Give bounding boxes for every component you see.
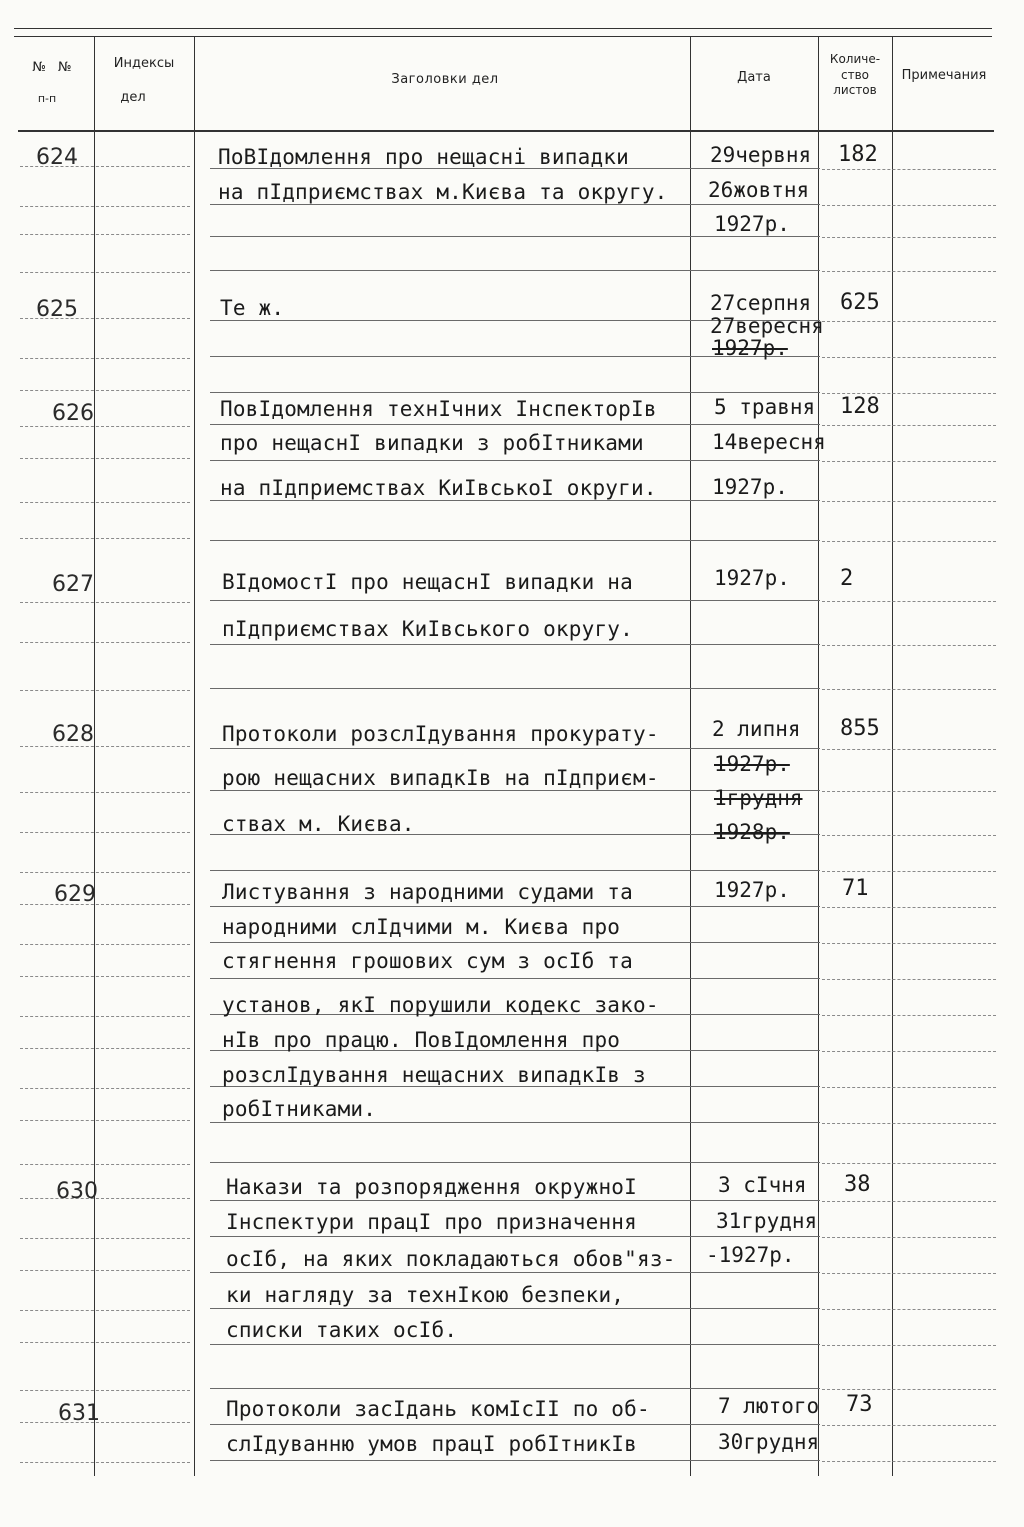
ruled-line — [822, 1163, 996, 1164]
record-date: 1927р. — [712, 336, 788, 360]
index-header: Индексы — [113, 56, 175, 71]
ruled-line — [210, 600, 820, 601]
ruled-line — [822, 907, 996, 908]
record-sheet-count: 128 — [840, 394, 880, 419]
ruled-line — [20, 1310, 190, 1311]
ruled-line — [822, 1087, 996, 1088]
ruled-line — [20, 390, 190, 391]
ruled-line — [20, 904, 190, 905]
ruled-line — [210, 1200, 820, 1201]
record-title-line: робІтниками. — [222, 1097, 377, 1121]
ruled-line — [20, 746, 190, 747]
ruled-line — [822, 1309, 996, 1310]
col-divider-notes — [892, 36, 893, 1476]
ruled-line — [822, 237, 996, 238]
ruled-line — [822, 169, 996, 170]
record-sheet-count: 73 — [846, 1392, 873, 1417]
col-divider-count — [818, 36, 819, 1476]
ruled-line — [822, 601, 996, 602]
ruled-line — [210, 1460, 820, 1461]
ruled-line — [822, 321, 996, 322]
ruled-line — [210, 644, 820, 645]
record-title-line: осІб, на яких покладаються обов"яз- — [226, 1247, 676, 1271]
ruled-line — [210, 942, 820, 943]
ruled-line — [210, 1388, 820, 1389]
record-sheet-count: 38 — [844, 1172, 871, 1197]
ruled-line — [20, 234, 190, 235]
record-title-line: Накази та розпорядження окружноІ — [226, 1175, 637, 1199]
ruled-line — [210, 1424, 820, 1425]
top-border — [14, 28, 992, 29]
record-number: 625 — [36, 297, 78, 322]
ruled-line — [210, 460, 820, 461]
ruled-line — [822, 1425, 996, 1426]
record-date: 27серпня — [710, 291, 812, 315]
ruled-line — [210, 1308, 820, 1309]
record-date: 31грудня — [716, 1209, 818, 1233]
record-date: 27вересня — [710, 314, 824, 338]
ruled-line — [20, 976, 190, 977]
ruled-line — [20, 272, 190, 273]
record-title-line: народними слІдчими м. Києва про — [222, 915, 621, 939]
record-sheet-count: 71 — [842, 876, 869, 901]
record-date: 14вересня — [712, 430, 826, 454]
ruled-line — [20, 642, 190, 643]
ruled-line — [822, 835, 996, 836]
ruled-line — [20, 1048, 190, 1049]
record-date: 1927р. — [714, 212, 790, 236]
ruled-line — [20, 792, 190, 793]
count-header-line-1: Количе- — [829, 52, 881, 66]
ruled-line — [822, 1051, 996, 1052]
ruled-line — [822, 357, 996, 358]
ruled-line — [822, 461, 996, 462]
number-header: № № — [32, 60, 76, 75]
ruled-line — [822, 1201, 996, 1202]
col-divider-title — [194, 36, 195, 1476]
ruled-line — [210, 870, 820, 871]
record-title-line: нІв про працю. ПовІдомлення про — [222, 1028, 621, 1052]
ruled-line — [20, 358, 190, 359]
record-title-line: Протоколи засІдань комІсІІ по об- — [226, 1397, 650, 1421]
record-number: 626 — [52, 401, 94, 426]
record-title-line: ВІдомостІ про нещаснІ випадки на — [222, 570, 633, 594]
ruled-line — [210, 204, 820, 205]
ruled-line — [210, 748, 820, 749]
ruled-line — [822, 943, 996, 944]
ruled-line — [20, 1016, 190, 1017]
record-title-line: пІдприємствах КиІвського округу. — [222, 617, 633, 641]
ruled-line — [822, 979, 996, 980]
ruled-line — [20, 1390, 190, 1391]
ruled-line — [20, 1422, 190, 1423]
ruled-line — [822, 1461, 996, 1462]
ruled-line — [20, 1462, 190, 1463]
ruled-line — [822, 541, 996, 542]
record-title-line: списки таких осІб. — [226, 1318, 458, 1342]
record-number: 630 — [56, 1179, 98, 1204]
ruled-line — [20, 206, 190, 207]
ruled-line — [822, 271, 996, 272]
ruled-line — [822, 749, 996, 750]
record-title-line: Те ж. — [220, 296, 285, 320]
ruled-line — [20, 1088, 190, 1089]
ruled-line — [822, 689, 996, 690]
record-date: 7 лютого — [718, 1394, 820, 1418]
ruled-line — [822, 205, 996, 206]
record-date: 29червня — [710, 143, 812, 167]
record-date: 2 липня — [712, 717, 801, 741]
ruled-line — [822, 871, 996, 872]
ruled-line — [20, 1120, 190, 1121]
count-header — [818, 52, 892, 99]
ruled-line — [210, 1162, 820, 1163]
ruled-line — [210, 688, 820, 689]
col-divider-date — [690, 36, 691, 1476]
count-header-line-3: листов — [833, 83, 877, 98]
header-bottom-border — [18, 130, 994, 132]
record-date: 1927р. — [714, 878, 790, 902]
record-title-line: стягнення грошових сум з осІб та — [222, 949, 633, 973]
ruled-line — [210, 1122, 820, 1123]
record-sheet-count: 625 — [840, 290, 880, 315]
ruled-line — [20, 1342, 190, 1343]
record-title-line: розслІдування нещасних випадкІв з — [222, 1063, 646, 1087]
ruled-line — [210, 1236, 820, 1237]
ruled-line — [20, 502, 190, 503]
ruled-line — [210, 270, 820, 271]
title-header: Заголовки дел — [391, 72, 499, 87]
ruled-line — [822, 425, 996, 426]
ruled-line — [822, 1389, 996, 1390]
top-border-inner — [14, 36, 992, 37]
record-date: 1грудня — [714, 786, 803, 810]
record-title-line: ствах м. Києва. — [222, 812, 415, 836]
ruled-line — [20, 872, 190, 873]
ruled-line — [210, 500, 820, 501]
record-sheet-count: 182 — [838, 142, 878, 167]
ruled-line — [822, 791, 996, 792]
ruled-line — [210, 392, 820, 393]
ruled-line — [20, 426, 190, 427]
ruled-line — [20, 1270, 190, 1271]
record-number: 624 — [36, 145, 78, 170]
ruled-line — [210, 1272, 820, 1273]
ruled-line — [20, 832, 190, 833]
record-date: 1927р. — [714, 752, 790, 776]
ruled-line — [822, 1273, 996, 1274]
ruled-line — [20, 602, 190, 603]
ruled-line — [20, 458, 190, 459]
ruled-line — [822, 645, 996, 646]
record-title-line: Листування з народними судами та — [222, 880, 633, 904]
record-date: 1927р. — [714, 566, 790, 590]
ruled-line — [20, 690, 190, 691]
record-sheet-count: 855 — [840, 716, 880, 741]
record-date: -1927р. — [706, 1243, 795, 1267]
ruled-line — [20, 1238, 190, 1239]
ruled-line — [210, 540, 820, 541]
ruled-line — [20, 944, 190, 945]
ruled-line — [210, 978, 820, 979]
record-title-line: на пІдприемствах КиІвськоІ округи. — [220, 476, 657, 500]
record-date: 26жовтня — [708, 178, 810, 202]
record-title-line: Інспектури працІ про призначення — [226, 1210, 637, 1234]
col-divider-index — [94, 36, 95, 1476]
record-date: 1927р. — [712, 475, 788, 499]
record-date: 3 сІчня — [718, 1173, 807, 1197]
ruled-line — [822, 1345, 996, 1346]
ruled-line — [20, 538, 190, 539]
date-header: Дата — [737, 70, 771, 85]
record-date: 30грудня — [718, 1430, 820, 1454]
record-title-line: ПоВІдомлення про нещасні випадки — [218, 145, 629, 169]
notes-header: Примечания — [901, 68, 987, 83]
ruled-line — [210, 1344, 820, 1345]
record-number: 631 — [58, 1401, 100, 1426]
record-title-line: на пІдприємствах м.Києва та округу. — [218, 180, 668, 204]
ruled-line — [210, 424, 820, 425]
count-header-line-2: ство — [840, 67, 869, 82]
ruled-line — [20, 1198, 190, 1199]
index-header-sub: дел — [120, 90, 146, 105]
record-date: 5 травня — [714, 395, 816, 419]
record-title-line: установ, якІ порушили кодекс зако- — [222, 993, 659, 1017]
record-title-line: рою нещасних випадкІв на пІдприєм- — [222, 766, 659, 790]
number-header-sub: п-п — [37, 92, 57, 105]
ruled-line — [822, 1015, 996, 1016]
record-number: 628 — [52, 722, 94, 747]
record-number: 629 — [54, 882, 96, 907]
record-number: 627 — [52, 572, 94, 597]
ruled-line — [210, 906, 820, 907]
record-title-line: слІдуванню умов працІ робІтникІв — [226, 1432, 637, 1456]
ruled-line — [210, 236, 820, 237]
record-date: 1928р. — [714, 820, 790, 844]
ruled-line — [822, 1123, 996, 1124]
ruled-line — [822, 1237, 996, 1238]
record-title-line: про нещаснІ випадки з робІтниками — [220, 431, 644, 455]
record-title-line: ПовІдомлення технІчних ІнспекторІв — [220, 397, 657, 421]
ruled-line — [822, 501, 996, 502]
ruled-line — [20, 1164, 190, 1165]
record-title-line: Протоколи розслІдування прокурату- — [222, 722, 659, 746]
record-sheet-count: 2 — [840, 566, 854, 591]
record-title-line: ки нагляду за технІкою безпеки, — [226, 1283, 625, 1307]
